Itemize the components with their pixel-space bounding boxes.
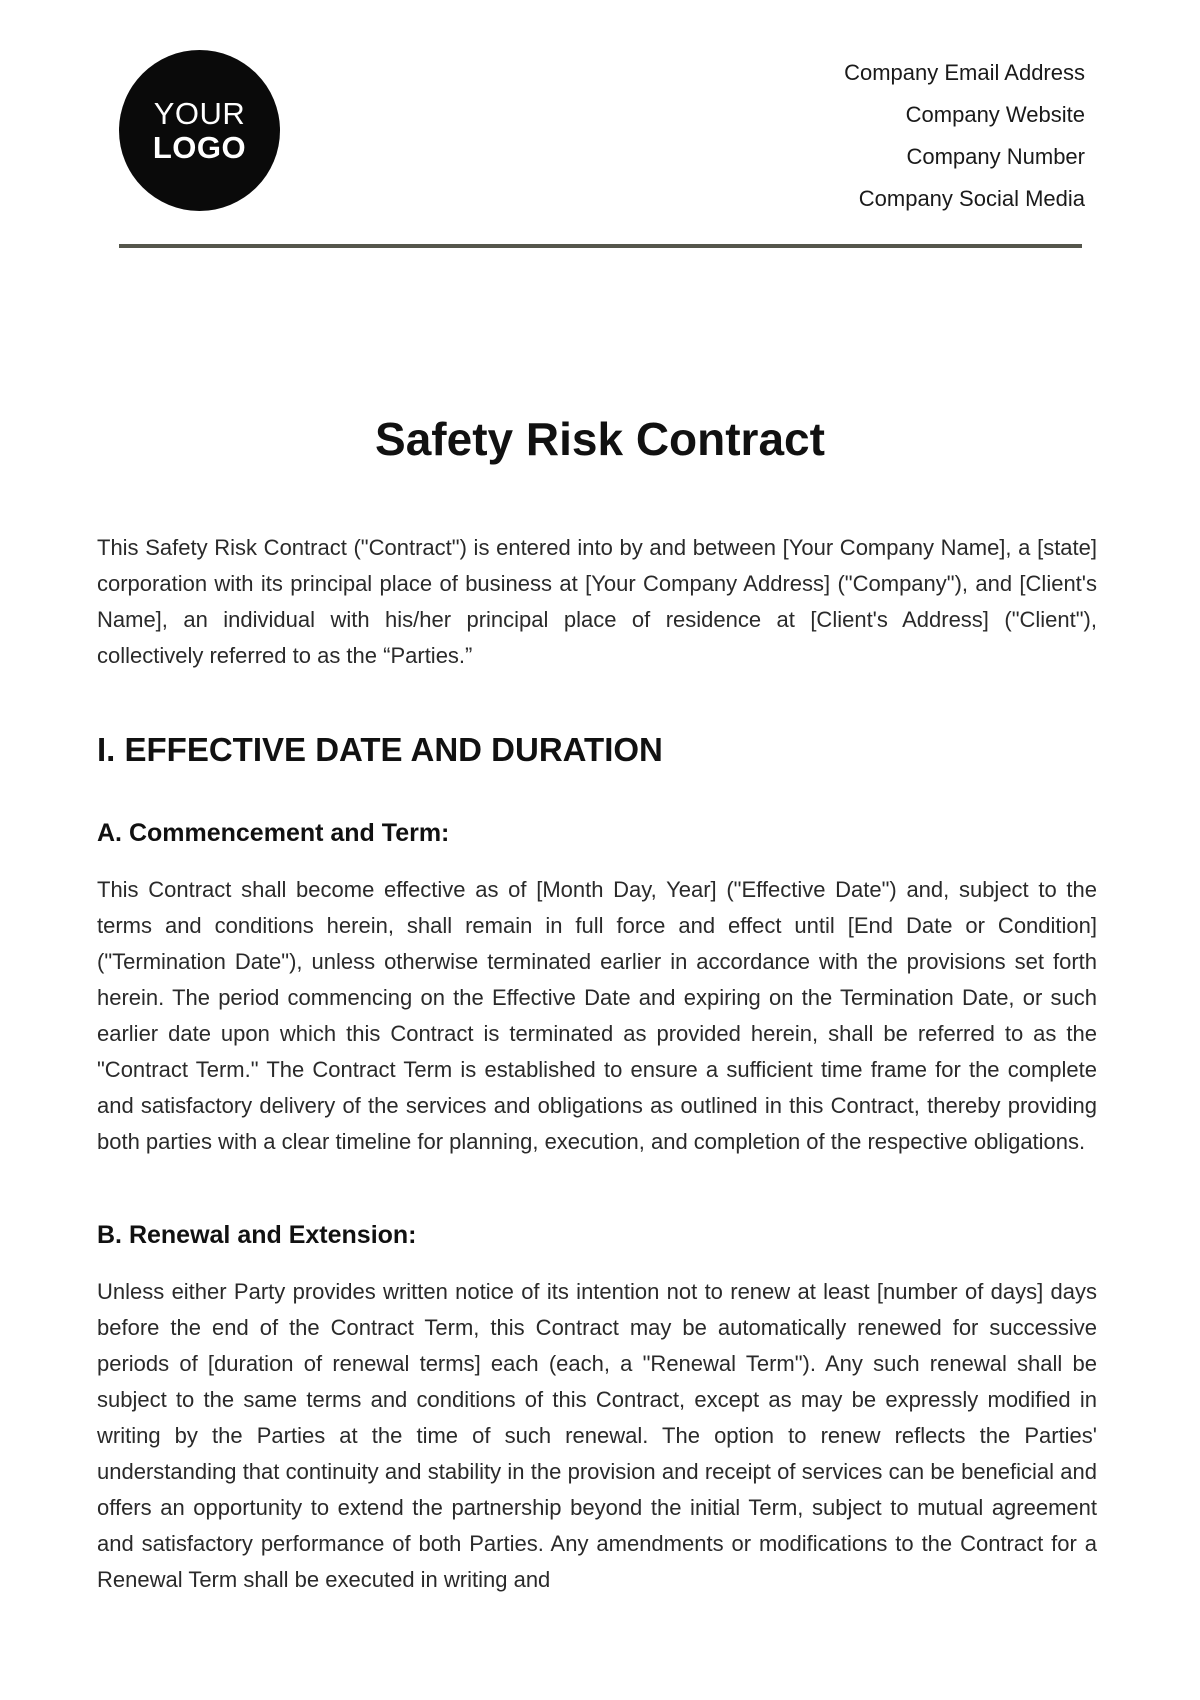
section-heading-effective-date: I. EFFECTIVE DATE AND DURATION	[97, 731, 663, 768]
company-logo	[119, 50, 280, 211]
subsection-heading-commencement: A. Commencement and Term:	[97, 819, 450, 847]
company-contact-block	[844, 52, 1085, 220]
logo-text-your: YOUR	[153, 96, 246, 132]
document-body	[97, 530, 1097, 1598]
document-title: Safety Risk Contract	[375, 413, 825, 465]
logo-text-logo: LOGO	[152, 129, 247, 165]
renewal-paragraph: Unless either Party provides written notice of its intention not to renew at least [number of days] days before the end of the Contract Term, this Contract may be automatically renewed for successive periods of [duration of renewal terms] each (each, a "Renewal Term"). Any such renewal shall be subject to the same terms and conditions of this Contract, except as may be expressly modified in writing by the Parties at the time of such renewal. The option to renew reflects the Parties' understanding that continuity and stability in the provision and receipt of services can be beneficial and offers an opportunity to extend the partnership beyond the initial Term, subject to mutual agreement and satisfactory performance of both Parties. Any amendments or modifications to the Contract for a Renewal Term shall be executed in writing and	[97, 1279, 1097, 1592]
company-number: Company Number	[906, 144, 1085, 169]
commencement-paragraph: This Contract shall become effective as of [Month Day, Year] ("Effective Date") and, subject to the terms and conditions herein, shall remain in full force and effect until [End Date or Condition] ("Termination Date"), unless otherwise terminated earlier in accordance with the provisions set forth herein. The period commencing on the Effective Date and expiring on the Termination Date, or such earlier date upon which this Contract is terminated as provided herein, shall be referred to as the "Contract Term." The Contract Term is established to ensure a sufficient time frame for the complete and satisfactory delivery of the services and obligations as outlined in this Contract, thereby providing both parties with a clear timeline for planning, execution, and completion of the respective obligations.	[97, 877, 1097, 1154]
company-email: Company Email Address	[844, 60, 1085, 85]
company-website: Company Website	[905, 102, 1085, 127]
intro-paragraph: This Safety Risk Contract ("Contract") is entered into by and between [Your Company Name], a [state] corporation with its principal place of business at [Your Company Address] ("Company"), and [Client's Name], an individual with his/her principal place of residence at [Client's Address] ("Client"), collectively referred to as the “Parties.”	[97, 535, 1097, 668]
header-divider	[119, 244, 1082, 248]
company-social-media: Company Social Media	[858, 186, 1085, 211]
subsection-heading-renewal: B. Renewal and Extension:	[97, 1221, 417, 1249]
